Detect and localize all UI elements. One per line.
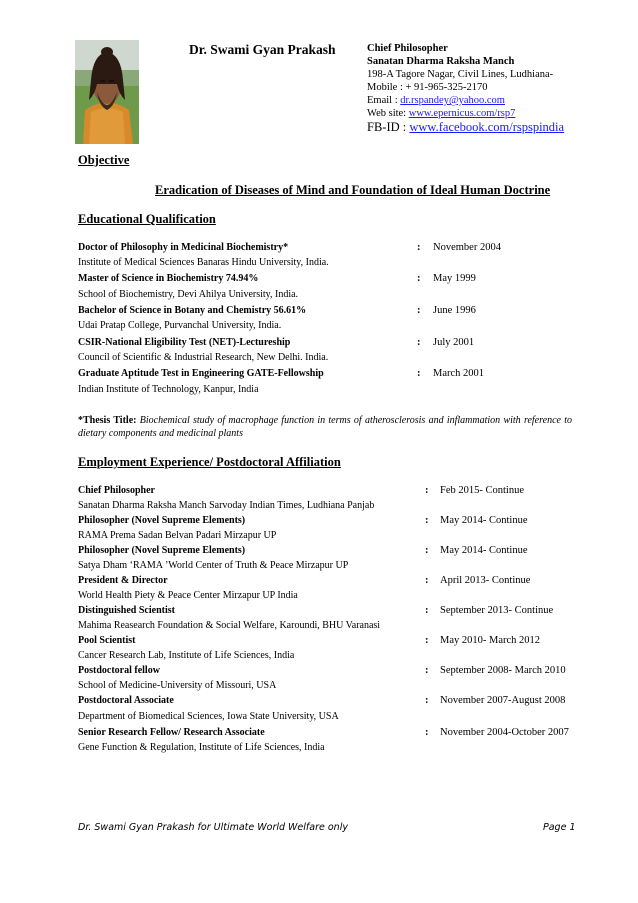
contact-address: 198-A Tagore Nagar, Civil Lines, Ludhiana-: [367, 69, 554, 80]
employment-date: September 2013- Continue: [440, 605, 554, 616]
employment-org: School of Medicine-University of Missouri, USA: [78, 680, 277, 691]
employment-title: Postdoctoral Associate: [78, 695, 174, 706]
education-date: November 2004: [433, 242, 501, 253]
footer-text: Dr. Swami Gyan Prakash for Ultimate World Welfare only: [78, 822, 348, 833]
contact-email-line: [367, 94, 629, 107]
email-label: Email :: [367, 95, 398, 106]
objective-heading: Objective: [78, 153, 130, 167]
employment-title: Philosopher (Novel Supreme Elements): [78, 515, 246, 526]
contact-fb-line: [367, 120, 629, 135]
employment-title: Postdoctoral fellow: [78, 665, 160, 676]
contact-mobile-line: [367, 81, 629, 94]
colon-separator: :: [417, 368, 421, 379]
education-heading: Educational Qualification: [78, 212, 216, 226]
person-name: Dr. Swami Gyan Prakash: [189, 42, 336, 57]
thesis-text: Biochemical study of macrophage function in terms of atherosclerosis and inflammation with reference to dietary components and medicinal plants: [78, 415, 572, 439]
employment-title: Senior Research Fellow/ Research Associate: [78, 727, 265, 738]
mobile-label: Mobile :: [367, 82, 403, 93]
web-label: Web site:: [367, 108, 407, 119]
education-institution: Council of Scientific & Industrial Research, New Delhi. India.: [78, 352, 329, 363]
employment-date: May 2014- Continue: [440, 515, 528, 526]
employment-org: Satya Dham ‘RAMA ’World Center of Truth & Peace Mirzapur UP: [78, 560, 349, 571]
employment-title: Pool Scientist: [78, 635, 136, 646]
employment-date: November 2007-August 2008: [440, 695, 566, 706]
employment-date: November 2004-October 2007: [440, 727, 569, 738]
education-institution: Indian Institute of Technology, Kanpur, India: [78, 384, 259, 395]
employment-org: Gene Function & Regulation, Institute of Life Sciences, India: [78, 742, 325, 753]
contact-org: Sanatan Dharma Raksha Manch: [367, 56, 515, 67]
colon-separator: :: [425, 515, 429, 526]
education-institution: Institute of Medical Sciences Banaras Hindu University, India.: [78, 257, 329, 268]
thesis-note: [78, 414, 572, 440]
colon-separator: :: [425, 665, 429, 676]
employment-org: Department of Biomedical Sciences, Iowa State University, USA: [78, 711, 339, 722]
colon-separator: :: [425, 575, 429, 586]
colon-separator: :: [417, 337, 421, 348]
employment-date: April 2013- Continue: [440, 575, 531, 586]
education-date: June 1996: [433, 305, 476, 316]
colon-separator: :: [425, 605, 429, 616]
colon-separator: :: [425, 727, 429, 738]
education-date: May 1999: [433, 273, 476, 284]
website-link[interactable]: www.epernicus.com/rsp7: [408, 108, 516, 119]
employment-org: RAMA Prema Sadan Belvan Padari Mirzapur UP: [78, 530, 277, 541]
employment-org: Mahima Reasearch Foundation & Social Welfare, Karoundi, BHU Varanasi: [78, 620, 381, 631]
employment-org: Sanatan Dharma Raksha Manch Sarvoday Indian Times, Ludhiana Panjab: [78, 500, 375, 511]
education-title: Bachelor of Science in Botany and Chemistry 56.61%: [78, 305, 307, 316]
employment-title: President & Director: [78, 575, 168, 586]
facebook-link[interactable]: www.facebook.com/rspspindia: [409, 120, 565, 134]
employment-date: September 2008- March 2010: [440, 665, 566, 676]
education-date: July 2001: [433, 337, 475, 348]
objective-text: Eradication of Diseases of Mind and Foundation of Ideal Human Doctrine: [155, 183, 551, 197]
education-title: Graduate Aptitude Test in Engineering GATE-Fellowship: [78, 368, 324, 379]
colon-separator: :: [417, 242, 421, 253]
employment-date: Feb 2015- Continue: [440, 485, 524, 496]
fb-label: FB-ID :: [367, 120, 407, 134]
education-title: Doctor of Philosophy in Medicinal Biochemistry*: [78, 242, 289, 253]
colon-separator: :: [425, 695, 429, 706]
colon-separator: :: [425, 545, 429, 556]
profile-photo: [75, 40, 139, 144]
employment-title: Philosopher (Novel Supreme Elements): [78, 545, 246, 556]
email-link[interactable]: dr.rspandey@yahoo.com: [400, 95, 505, 106]
colon-separator: :: [417, 273, 421, 284]
contact-block: [367, 42, 629, 135]
employment-org: Cancer Research Lab, Institute of Life Sciences, India: [78, 650, 295, 661]
colon-separator: :: [425, 635, 429, 646]
page-number: Page 1: [543, 822, 576, 833]
employment-date: May 2014- Continue: [440, 545, 528, 556]
contact-role: Chief Philosopher: [367, 43, 448, 54]
thesis-label: *Thesis Title:: [78, 415, 137, 426]
education-institution: School of Biochemistry, Devi Ahilya University, India.: [78, 289, 299, 300]
employment-heading: Employment Experience/ Postdoctoral Affiliation: [78, 455, 341, 469]
employment-org: World Health Piety & Peace Center Mirzapur UP India: [78, 590, 298, 601]
employment-title: Distinguished Scientist: [78, 605, 175, 616]
education-date: March 2001: [433, 368, 485, 379]
education-title: Master of Science in Biochemistry 74.94%: [78, 273, 259, 284]
education-title: CSIR-National Eligibility Test (NET)-Lectureship: [78, 337, 291, 348]
contact-web-line: [367, 107, 629, 120]
colon-separator: :: [425, 485, 429, 496]
employment-title: Chief Philosopher: [78, 485, 155, 496]
employment-date: May 2010- March 2012: [440, 635, 541, 646]
education-institution: Udai Pratap College, Purvanchal University, India.: [78, 320, 282, 331]
mobile-number: + 91-965-325-2170: [405, 82, 488, 93]
colon-separator: :: [417, 305, 421, 316]
